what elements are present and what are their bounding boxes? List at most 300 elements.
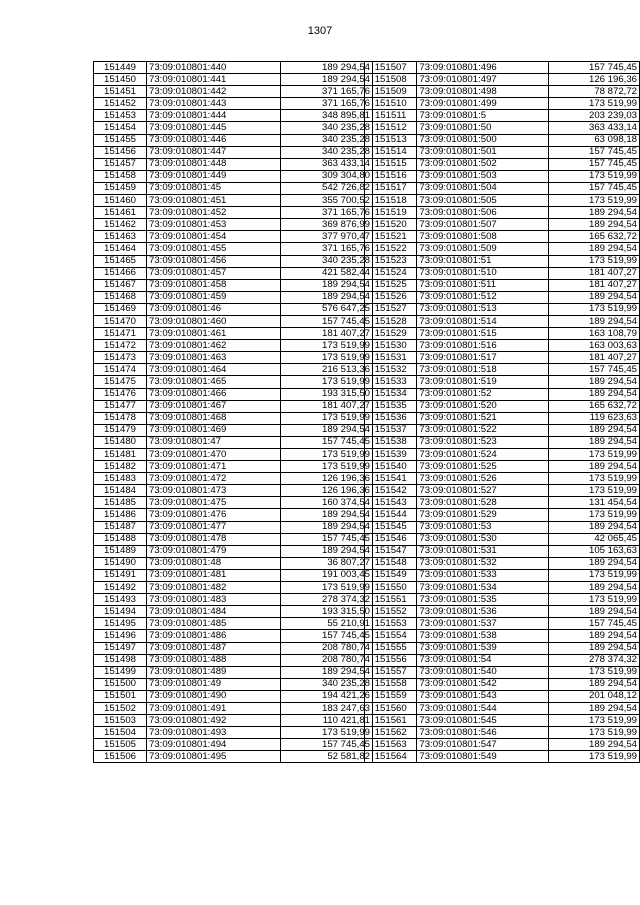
table-row [94,690,373,702]
value-cell: 173 519,99 [549,195,640,207]
row-number-cell: 151503 [94,715,147,727]
table-row [365,303,640,315]
table-row [365,122,640,134]
cadastral-number-cell: 73:09:010801:499 [417,98,549,110]
value-cell: 278 374,32 [549,654,640,666]
cadastral-number-cell: 73:09:010801:54 [417,654,549,666]
value-cell: 173 519,99 [281,449,373,461]
value-cell: 119 623,63 [549,412,640,424]
row-number-cell: 151537 [365,424,417,436]
cadastral-number-cell: 73:09:010801:489 [147,666,281,678]
cadastral-number-cell: 73:09:010801:537 [417,618,549,630]
value-cell: 173 519,99 [281,727,373,739]
row-number-cell: 151533 [365,376,417,388]
table-row [94,231,373,243]
value-cell: 181 407,27 [549,267,640,279]
row-number-cell: 151546 [365,533,417,545]
row-number-cell: 151465 [94,255,147,267]
row-number-cell: 151560 [365,702,417,714]
row-number-cell: 151555 [365,642,417,654]
cadastral-number-cell: 73:09:010801:473 [147,485,281,497]
cadastral-number-cell: 73:09:010801:530 [417,533,549,545]
row-number-cell: 151459 [94,182,147,194]
cadastral-number-cell: 73:09:010801:445 [147,122,281,134]
row-number-cell: 151534 [365,388,417,400]
value-cell: 163 108,79 [549,328,640,340]
value-cell: 181 407,27 [549,352,640,364]
table-row [94,122,373,134]
value-cell: 157 745,45 [549,146,640,158]
table-row [94,702,373,714]
value-cell: 189 294,54 [549,376,640,388]
table-row [94,654,373,666]
table-row [94,424,373,436]
cadastral-number-cell: 73:09:010801:509 [417,243,549,255]
cadastral-number-cell: 73:09:010801:533 [417,569,549,581]
row-number-cell: 151545 [365,521,417,533]
row-number-cell: 151450 [94,74,147,86]
table-row [365,412,640,424]
cadastral-number-cell: 73:09:010801:549 [417,751,549,763]
cadastral-number-cell: 73:09:010801:483 [147,594,281,606]
cadastral-number-cell: 73:09:010801:527 [417,485,549,497]
table-row [94,376,373,388]
cadastral-number-cell: 73:09:010801:460 [147,315,281,327]
cadastral-number-cell: 73:09:010801:500 [417,134,549,146]
row-number-cell: 151472 [94,340,147,352]
row-number-cell: 151562 [365,727,417,739]
row-number-cell: 151509 [365,86,417,98]
cadastral-number-cell: 73:09:010801:520 [417,400,549,412]
registry-table-right-body [365,62,640,763]
row-number-cell: 151451 [94,86,147,98]
value-cell: 371 165,76 [281,98,373,110]
row-number-cell: 151543 [365,497,417,509]
value-cell: 208 780,74 [281,642,373,654]
table-row [365,400,640,412]
table-row [365,618,640,630]
cadastral-number-cell: 73:09:010801:502 [417,158,549,170]
table-row [94,195,373,207]
row-number-cell: 151488 [94,533,147,545]
table-row [365,388,640,400]
cadastral-number-cell: 73:09:010801:454 [147,231,281,243]
row-number-cell: 151554 [365,630,417,642]
row-number-cell: 151486 [94,509,147,521]
cadastral-number-cell: 73:09:010801:492 [147,715,281,727]
row-number-cell: 151525 [365,279,417,291]
table-row [94,630,373,642]
row-number-cell: 151547 [365,545,417,557]
row-number-cell: 151460 [94,195,147,207]
value-cell: 181 407,27 [281,328,373,340]
row-number-cell: 151473 [94,352,147,364]
value-cell: 189 294,54 [281,424,373,436]
value-cell: 173 519,99 [549,473,640,485]
cadastral-number-cell: 73:09:010801:479 [147,545,281,557]
value-cell: 189 294,54 [549,243,640,255]
row-number-cell: 151498 [94,654,147,666]
table-row [365,630,640,642]
value-cell: 63 098,18 [549,134,640,146]
table-row [365,219,640,231]
cadastral-number-cell: 73:09:010801:46 [147,303,281,315]
table-row [94,62,373,74]
value-cell: 126 196,36 [549,74,640,86]
table-row [94,134,373,146]
cadastral-number-cell: 73:09:010801:534 [417,582,549,594]
cadastral-number-cell: 73:09:010801:501 [417,146,549,158]
value-cell: 173 519,99 [549,98,640,110]
row-number-cell: 151535 [365,400,417,412]
table-row [94,436,373,448]
table-row [94,74,373,86]
table-row [365,497,640,509]
table-row [365,569,640,581]
table-row [365,315,640,327]
value-cell: 165 632,72 [549,231,640,243]
value-cell: 340 235,28 [281,122,373,134]
cadastral-number-cell: 73:09:010801:515 [417,328,549,340]
value-cell: 189 294,54 [281,545,373,557]
table-row [365,182,640,194]
value-cell: 189 294,54 [549,642,640,654]
table-row [365,86,640,98]
value-cell: 173 519,99 [281,461,373,473]
value-cell: 173 519,99 [549,449,640,461]
cadastral-number-cell: 73:09:010801:506 [417,207,549,219]
table-row [94,400,373,412]
value-cell: 165 632,72 [549,400,640,412]
table-row [94,255,373,267]
table-row [94,267,373,279]
row-number-cell: 151501 [94,690,147,702]
row-number-cell: 151523 [365,255,417,267]
cadastral-number-cell: 73:09:010801:487 [147,642,281,654]
value-cell: 163 003,63 [549,340,640,352]
row-number-cell: 151476 [94,388,147,400]
table-row [94,618,373,630]
table-row [94,727,373,739]
cadastral-number-cell: 73:09:010801:444 [147,110,281,122]
cadastral-number-cell: 73:09:010801:456 [147,255,281,267]
table-row [365,521,640,533]
row-number-cell: 151479 [94,424,147,436]
table-row [365,485,640,497]
table-row [94,485,373,497]
row-number-cell: 151502 [94,702,147,714]
value-cell: 193 315,50 [281,606,373,618]
cadastral-number-cell: 73:09:010801:478 [147,533,281,545]
cadastral-number-cell: 73:09:010801:470 [147,449,281,461]
row-number-cell: 151487 [94,521,147,533]
value-cell: 173 519,99 [549,666,640,678]
table-row [365,690,640,702]
cadastral-number-cell: 73:09:010801:488 [147,654,281,666]
table-row [365,557,640,569]
value-cell: 371 165,76 [281,243,373,255]
value-cell: 157 745,45 [281,436,373,448]
table-row [365,545,640,557]
value-cell: 355 700,52 [281,195,373,207]
value-cell: 189 294,54 [281,509,373,521]
table-row [94,666,373,678]
cadastral-number-cell: 73:09:010801:449 [147,170,281,182]
table-row [94,449,373,461]
row-number-cell: 151511 [365,110,417,122]
value-cell: 377 970,47 [281,231,373,243]
table-row [94,751,373,763]
table-row [94,98,373,110]
table-row [365,678,640,690]
row-number-cell: 151514 [365,146,417,158]
table-row [94,146,373,158]
value-cell: 157 745,45 [549,158,640,170]
value-cell: 189 294,54 [549,582,640,594]
row-number-cell: 151551 [365,594,417,606]
row-number-cell: 151477 [94,400,147,412]
row-number-cell: 151506 [94,751,147,763]
row-number-cell: 151516 [365,170,417,182]
value-cell: 157 745,45 [549,364,640,376]
row-number-cell: 151548 [365,557,417,569]
table-row [94,340,373,352]
cadastral-number-cell: 73:09:010801:511 [417,279,549,291]
cadastral-number-cell: 73:09:010801:518 [417,364,549,376]
row-number-cell: 151454 [94,122,147,134]
row-number-cell: 151485 [94,497,147,509]
table-row [365,231,640,243]
cadastral-number-cell: 73:09:010801:532 [417,557,549,569]
table-row [365,207,640,219]
cadastral-number-cell: 73:09:010801:477 [147,521,281,533]
table-row [365,739,640,751]
table-row [365,291,640,303]
table-row [365,606,640,618]
table-row [94,279,373,291]
row-number-cell: 151470 [94,315,147,327]
row-number-cell: 151559 [365,690,417,702]
registry-table-right [364,61,640,763]
cadastral-number-cell: 73:09:010801:512 [417,291,549,303]
row-number-cell: 151510 [365,98,417,110]
row-number-cell: 151553 [365,618,417,630]
table-row [365,509,640,521]
table-row [94,509,373,521]
row-number-cell: 151515 [365,158,417,170]
row-number-cell: 151522 [365,243,417,255]
value-cell: 371 165,76 [281,86,373,98]
value-cell: 126 196,36 [281,473,373,485]
row-number-cell: 151457 [94,158,147,170]
row-number-cell: 151463 [94,231,147,243]
row-number-cell: 151492 [94,582,147,594]
table-row [94,497,373,509]
value-cell: 208 780,74 [281,654,373,666]
cadastral-number-cell: 73:09:010801:543 [417,690,549,702]
value-cell: 348 895,81 [281,110,373,122]
cadastral-number-cell: 73:09:010801:516 [417,340,549,352]
value-cell: 189 294,54 [281,666,373,678]
value-cell: 189 294,54 [549,436,640,448]
value-cell: 173 519,99 [281,582,373,594]
cadastral-number-cell: 73:09:010801:462 [147,340,281,352]
value-cell: 173 519,99 [549,255,640,267]
value-cell: 173 519,99 [549,509,640,521]
cadastral-number-cell: 73:09:010801:471 [147,461,281,473]
value-cell: 201 048,12 [549,690,640,702]
row-number-cell: 151517 [365,182,417,194]
cadastral-number-cell: 73:09:010801:535 [417,594,549,606]
row-number-cell: 151482 [94,461,147,473]
value-cell: 189 294,54 [281,279,373,291]
value-cell: 157 745,45 [549,182,640,194]
value-cell: 191 003,45 [281,569,373,581]
row-number-cell: 151484 [94,485,147,497]
row-number-cell: 151540 [365,461,417,473]
cadastral-number-cell: 73:09:010801:542 [417,678,549,690]
row-number-cell: 151558 [365,678,417,690]
cadastral-number-cell: 73:09:010801:458 [147,279,281,291]
row-number-cell: 151532 [365,364,417,376]
row-number-cell: 151538 [365,436,417,448]
row-number-cell: 151518 [365,195,417,207]
table-row [94,328,373,340]
row-number-cell: 151541 [365,473,417,485]
cadastral-number-cell: 73:09:010801:531 [417,545,549,557]
table-row [94,110,373,122]
table-row [365,461,640,473]
value-cell: 194 421,26 [281,690,373,702]
row-number-cell: 151513 [365,134,417,146]
cadastral-number-cell: 73:09:010801:539 [417,642,549,654]
value-cell: 131 454,54 [549,497,640,509]
cadastral-number-cell: 73:09:010801:466 [147,388,281,400]
cadastral-number-cell: 73:09:010801:526 [417,473,549,485]
cadastral-number-cell: 73:09:010801:523 [417,436,549,448]
cadastral-number-cell: 73:09:010801:47 [147,436,281,448]
cadastral-number-cell: 73:09:010801:491 [147,702,281,714]
row-number-cell: 151458 [94,170,147,182]
row-number-cell: 151464 [94,243,147,255]
cadastral-number-cell: 73:09:010801:536 [417,606,549,618]
value-cell: 371 165,76 [281,207,373,219]
row-number-cell: 151461 [94,207,147,219]
cadastral-number-cell: 73:09:010801:517 [417,352,549,364]
value-cell: 189 294,54 [281,291,373,303]
row-number-cell: 151495 [94,618,147,630]
table-row [365,352,640,364]
value-cell: 189 294,54 [549,606,640,618]
value-cell: 203 239,03 [549,110,640,122]
table-row [94,170,373,182]
cadastral-number-cell: 73:09:010801:538 [417,630,549,642]
cadastral-number-cell: 73:09:010801:508 [417,231,549,243]
value-cell: 173 519,99 [549,303,640,315]
row-number-cell: 151507 [365,62,417,74]
cadastral-number-cell: 73:09:010801:476 [147,509,281,521]
value-cell: 189 294,54 [549,557,640,569]
cadastral-number-cell: 73:09:010801:528 [417,497,549,509]
row-number-cell: 151462 [94,219,147,231]
value-cell: 189 294,54 [549,291,640,303]
cadastral-number-cell: 73:09:010801:442 [147,86,281,98]
value-cell: 52 581,82 [281,751,373,763]
row-number-cell: 151530 [365,340,417,352]
row-number-cell: 151469 [94,303,147,315]
table-row [94,606,373,618]
table-row [365,243,640,255]
table-row [365,328,640,340]
cadastral-number-cell: 73:09:010801:53 [417,521,549,533]
table-row [94,739,373,751]
cadastral-number-cell: 73:09:010801:485 [147,618,281,630]
value-cell: 189 294,54 [281,74,373,86]
row-number-cell: 151524 [365,267,417,279]
table-row [94,473,373,485]
value-cell: 421 582,44 [281,267,373,279]
table-row [94,678,373,690]
table-row [365,195,640,207]
row-number-cell: 151480 [94,436,147,448]
cadastral-number-cell: 73:09:010801:497 [417,74,549,86]
table-row [94,352,373,364]
cadastral-number-cell: 73:09:010801:52 [417,388,549,400]
cadastral-number-cell: 73:09:010801:544 [417,702,549,714]
cadastral-number-cell: 73:09:010801:525 [417,461,549,473]
cadastral-number-cell: 73:09:010801:529 [417,509,549,521]
table-row [365,267,640,279]
row-number-cell: 151552 [365,606,417,618]
row-number-cell: 151556 [365,654,417,666]
table-row [365,62,640,74]
table-row [365,533,640,545]
value-cell: 173 519,99 [549,751,640,763]
row-number-cell: 151493 [94,594,147,606]
cadastral-number-cell: 73:09:010801:45 [147,182,281,194]
table-row [365,364,640,376]
table-row [94,582,373,594]
cadastral-number-cell: 73:09:010801:461 [147,328,281,340]
row-number-cell: 151475 [94,376,147,388]
row-number-cell: 151467 [94,279,147,291]
page-number: 1307 [307,25,333,37]
cadastral-number-cell: 73:09:010801:469 [147,424,281,436]
cadastral-number-cell: 73:09:010801:507 [417,219,549,231]
cadastral-number-cell: 73:09:010801:547 [417,739,549,751]
table-row [94,569,373,581]
value-cell: 173 519,99 [549,594,640,606]
value-cell: 173 519,99 [549,485,640,497]
row-number-cell: 151539 [365,449,417,461]
table-row [365,170,640,182]
cadastral-number-cell: 73:09:010801:440 [147,62,281,74]
table-row [94,182,373,194]
row-number-cell: 151499 [94,666,147,678]
value-cell: 42 065,45 [549,533,640,545]
cadastral-number-cell: 73:09:010801:464 [147,364,281,376]
row-number-cell: 151521 [365,231,417,243]
value-cell: 189 294,54 [549,388,640,400]
table-row [365,449,640,461]
cadastral-number-cell: 73:09:010801:448 [147,158,281,170]
row-number-cell: 151491 [94,569,147,581]
table-row [94,557,373,569]
row-number-cell: 151471 [94,328,147,340]
value-cell: 542 726,82 [281,182,373,194]
table-row [365,134,640,146]
value-cell: 157 745,45 [281,533,373,545]
